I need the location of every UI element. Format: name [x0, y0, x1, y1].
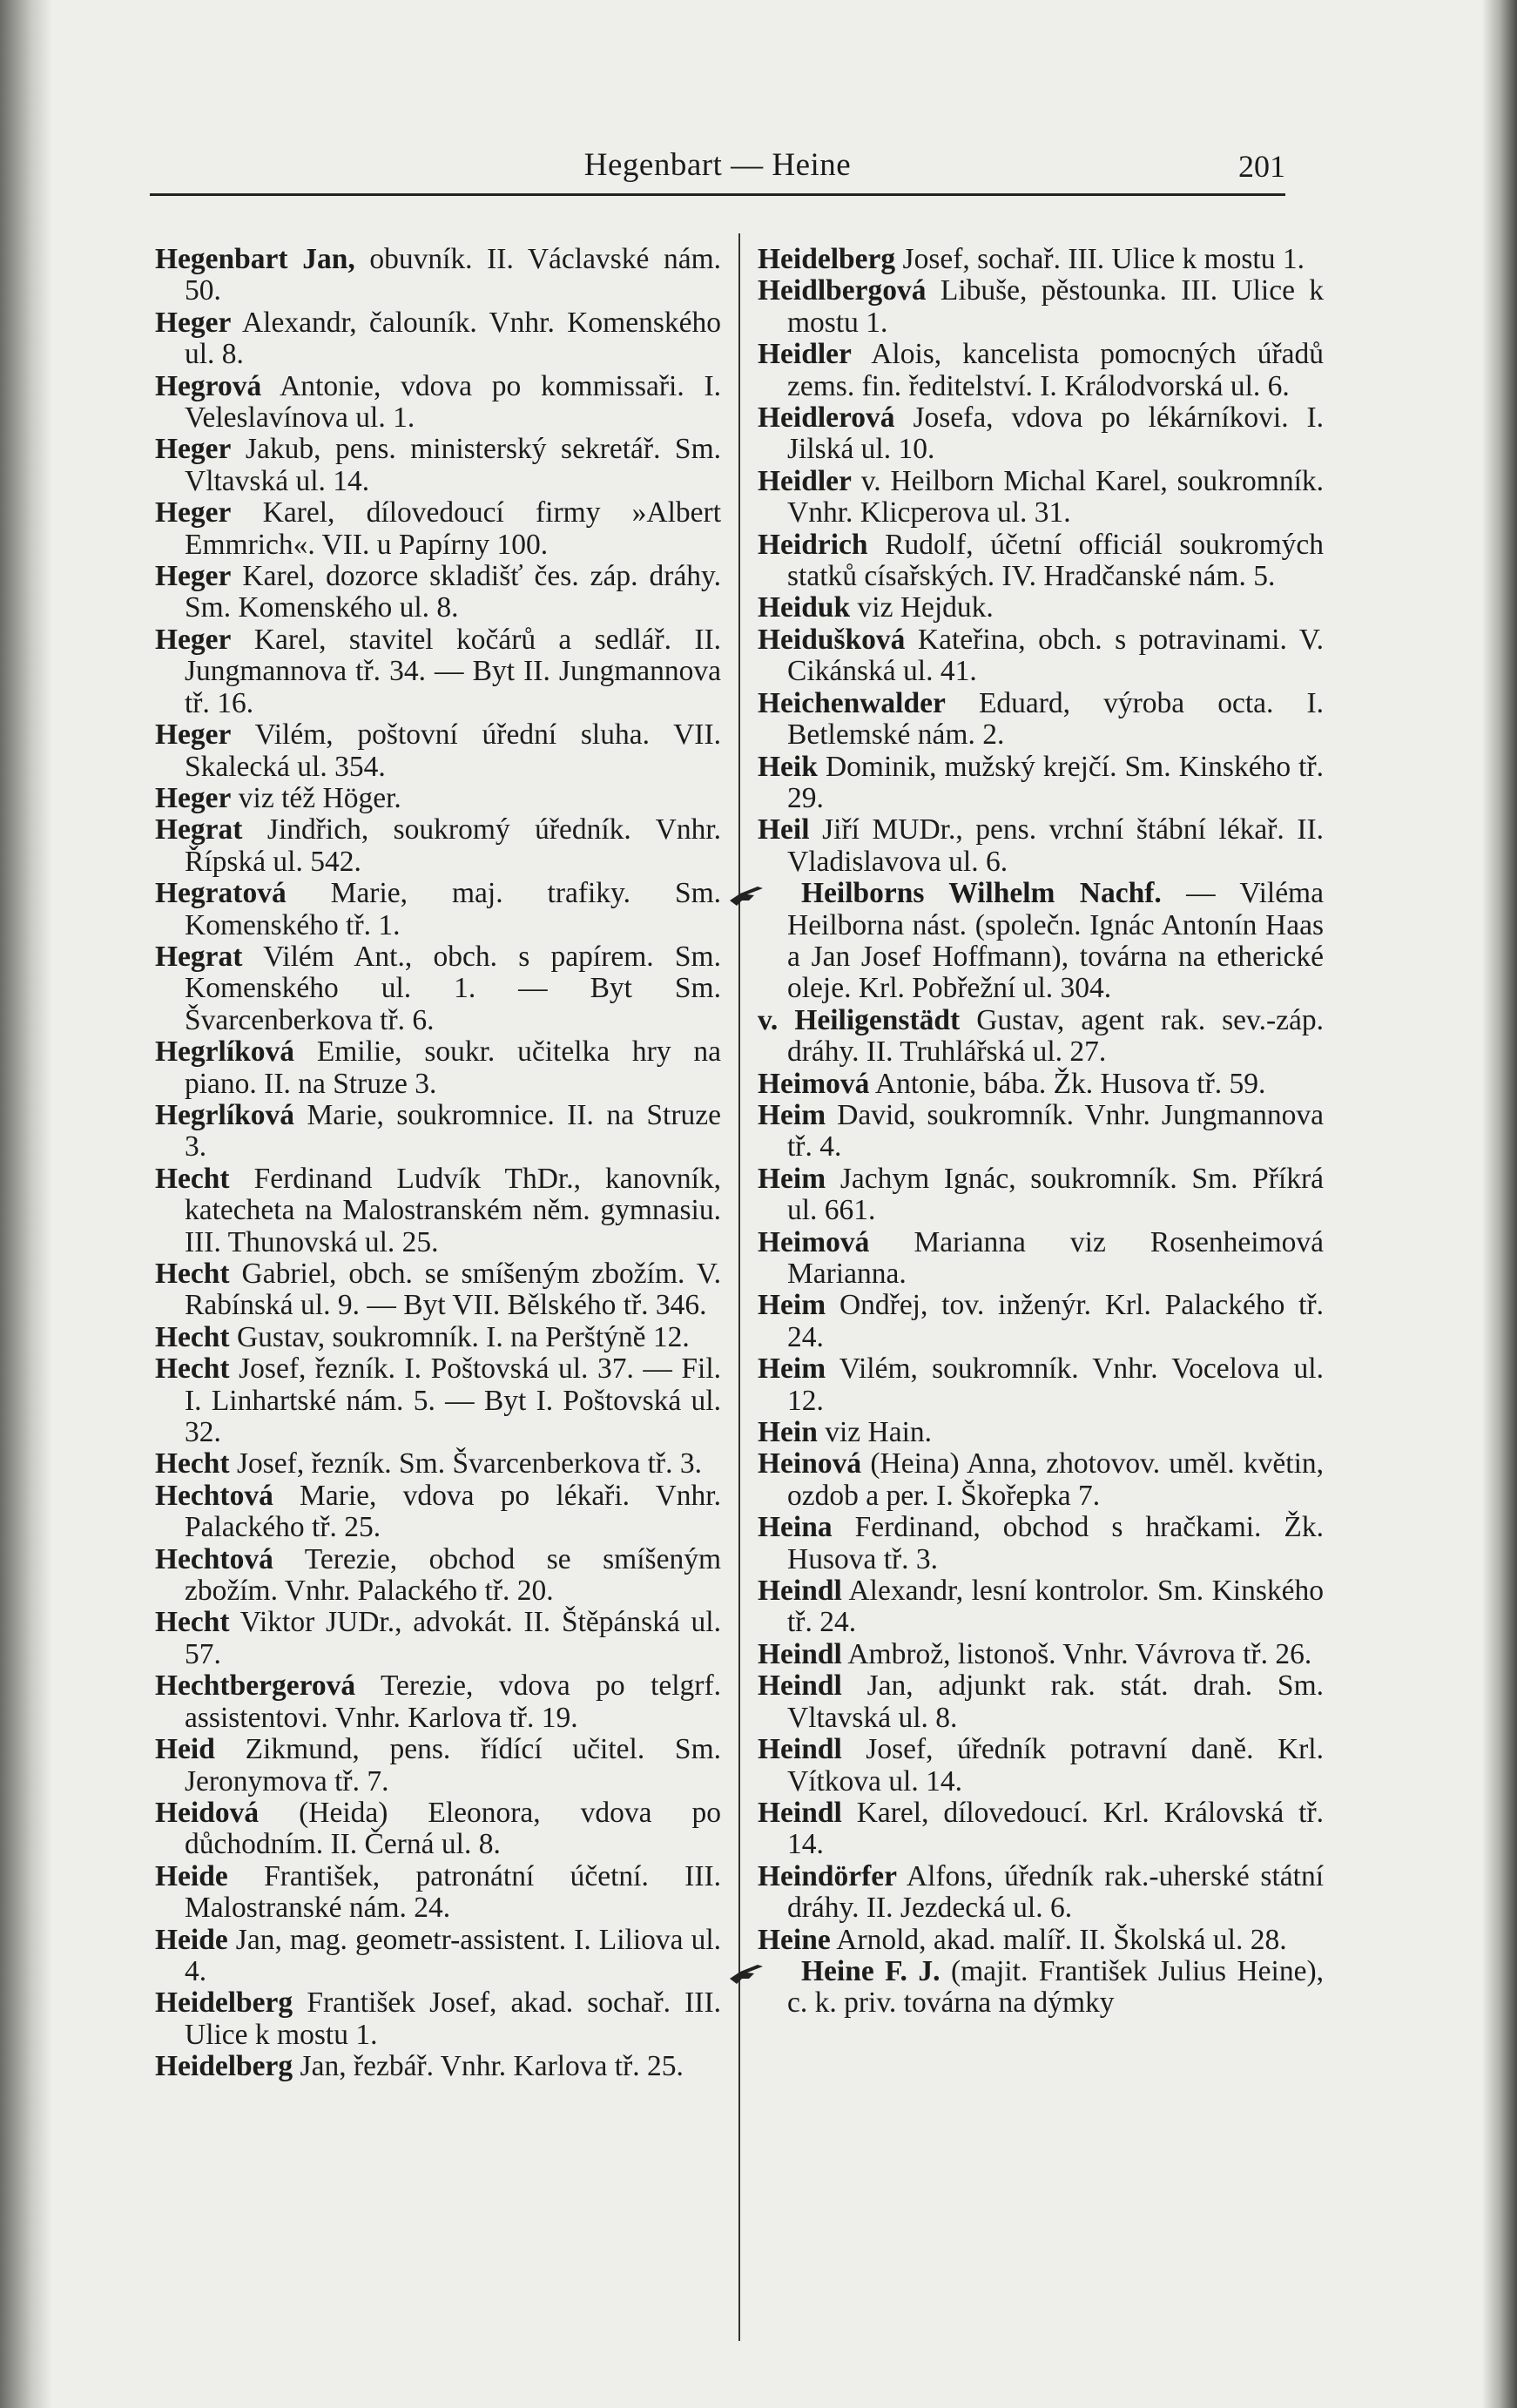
entry-text: Josef, řezník. I. Poštovská ul. 37. — Fil. I. Linhartské nám. 5. — Byt I. Poštovská ul. 32.	[185, 1352, 722, 1449]
directory-entry	[155, 307, 721, 371]
entry-text: Jakub, pens. ministerský sekretář. Sm. Vltavská ul. 14.	[185, 433, 721, 497]
entry-name: Hegrlíková	[155, 1098, 295, 1131]
entry-name: Heidová	[155, 1796, 260, 1829]
directory-entry	[155, 434, 721, 497]
entry-text: Gustav, agent rak. sev.-záp. dráhy. II. Truhlářská ul. 27.	[787, 1003, 1324, 1069]
entry-name: Hegrová	[155, 369, 262, 402]
directory-entry	[758, 1353, 1324, 1417]
entry-name: Hecht	[155, 1258, 230, 1290]
entry-name: Hecht	[155, 1352, 230, 1386]
directory-entry	[758, 592, 1324, 624]
entry-name: Heinová	[758, 1447, 862, 1481]
directory-entry	[758, 624, 1324, 688]
entry-text: obuvník. II. Václavské nám. 50.	[185, 243, 722, 307]
column-divider	[738, 233, 740, 2341]
entry-text: Terezie, vdova po telgrf. assistentovi. Vnhr. Karlova tř. 19.	[185, 1669, 721, 1734]
running-title: Hegenbart — Heine	[583, 147, 852, 183]
entry-name: Heine	[758, 1923, 831, 1956]
entry-name: Hechtová	[155, 1479, 273, 1512]
entry-name: Hegrat	[155, 940, 243, 973]
directory-entry	[758, 688, 1324, 752]
entry-text: Ferdinand, obchod s hračkami. Žk. Husova tř. 3.	[787, 1511, 1324, 1575]
entry-text: Rudolf, účetní officiál soukromých statků císařských. IV. Hradčanské nám. 5.	[787, 528, 1324, 593]
directory-entry	[758, 1925, 1324, 1956]
page-number: 201	[1238, 149, 1285, 184]
entry-text: (Heina) Anna, zhotovov. uměl. květin, ozdob a per. I. Škořepka 7.	[787, 1447, 1325, 1512]
entry-name: Heger	[155, 306, 232, 339]
directory-entry	[758, 529, 1324, 593]
entry-name: Heide	[155, 1923, 228, 1956]
entry-text: Karel, dílovedoucí firmy »Albert Emmrich«. VII. u Papírny 100.	[185, 496, 722, 561]
entry-name: Heid	[155, 1733, 215, 1766]
directory-entry	[155, 561, 721, 624]
entry-name: Heidlerová	[758, 401, 895, 435]
entry-text: Jiří MUDr., pens. vrchní štábní lékař. II. Vladislavova ul. 6.	[787, 813, 1324, 878]
entry-name: Heindl	[758, 1637, 842, 1670]
entry-name: Heindörfer	[758, 1859, 898, 1892]
entry-text: David, soukromník. Vnhr. Jungmannova tř. 4.	[787, 1098, 1325, 1164]
directory-entry	[155, 1734, 721, 1798]
scan-shadow-left	[0, 0, 52, 2408]
directory-entry	[758, 1005, 1324, 1069]
entry-text: Marie, soukromnice. II. na Struze 3.	[185, 1098, 722, 1164]
entry-text: Karel, stavitel kočárů a sedlář. II. Jungmannova tř. 34. — Byt II. Jungmannova tř. 16.	[185, 623, 722, 719]
directory-entry	[758, 1639, 1324, 1670]
directory-entry	[155, 1607, 721, 1670]
entry-name: Hecht	[155, 1162, 230, 1195]
entry-name: Heina	[758, 1511, 833, 1544]
entry-text: Kateřina, obch. s potravinami. V. Cikánská ul. 41.	[787, 623, 1325, 688]
entry-name: Hecht	[155, 1320, 230, 1353]
entry-text: Viktor JUDr., advokát. II. Štěpánská ul. 57.	[185, 1606, 721, 1670]
directory-entry	[758, 402, 1324, 466]
entry-text: Josef, řezník. Sm. Švarcenberkova tř. 3.	[236, 1447, 702, 1481]
entry-text: Alfons, úředník rak.-uherské státní dráhy. II. Jezdecká ul. 6.	[787, 1859, 1324, 1925]
directory-entry	[155, 1036, 721, 1100]
entry-name: Hegrlíková	[155, 1035, 295, 1069]
entry-text: Marie, vdova po lékaři. Vnhr. Palackého tř. 25.	[185, 1479, 721, 1544]
entry-name: Heim	[758, 1098, 826, 1131]
directory-entry	[758, 1448, 1324, 1512]
directory-entry	[758, 1734, 1324, 1798]
entry-text: Josef, úředník potravní daně. Krl. Vítkova ul. 14.	[787, 1733, 1324, 1798]
entry-name: Heide	[155, 1859, 228, 1892]
entry-text: (majit. František Julius Heine), c. k. priv. továrna na dýmky	[787, 1954, 1325, 2020]
entry-text: Ferdinand Ludvík ThDr., kanovník, katecheta na Malostranském něm. gymnasiu. III. Thunovská ul. 25.	[185, 1162, 722, 1258]
entry-name: Heidelberg	[758, 243, 896, 275]
entry-text: Vilém, soukromník. Vnhr. Vocelova ul. 12.	[787, 1352, 1324, 1417]
directory-entry	[758, 814, 1324, 878]
directory-entry	[155, 814, 721, 878]
entry-name: Heimová	[758, 1225, 870, 1258]
directory-entry	[758, 339, 1324, 402]
directory-entry	[758, 878, 1324, 1005]
entry-text: Josef, sochař. III. Ulice k mostu 1.	[902, 243, 1305, 275]
entry-name: Heidlbergová	[758, 274, 927, 307]
entry-text: František, patronátní účetní. III. Malostranské nám. 24.	[185, 1859, 722, 1925]
entry-text: Josefa, vdova po lékárníkovi. I. Jilská ul. 10.	[787, 401, 1325, 466]
right-column	[758, 244, 1324, 2020]
entry-text: Marie, maj. trafiky. Sm. Komenského tř. 1.	[185, 877, 722, 941]
entry-text: Marianna viz Rosenheimová Marianna.	[787, 1225, 1325, 1290]
entry-name: Heger	[155, 623, 232, 656]
directory-entry	[155, 1100, 721, 1164]
directory-entry	[758, 244, 1324, 275]
entry-name: Heik	[758, 750, 818, 783]
entry-name: Hegenbart Jan,	[155, 243, 355, 275]
entry-name: Hechtbergerová	[155, 1669, 356, 1703]
entry-text: v. Heilborn Michal Karel, soukromník. Vnhr. Klicperova ul. 31.	[787, 464, 1325, 529]
entry-name: Heindl	[758, 1733, 842, 1766]
entry-text: Alexandr, čalouník. Vnhr. Komenského ul. 8.	[185, 306, 722, 371]
entry-text: viz Hejduk.	[857, 591, 994, 624]
left-column	[155, 244, 721, 2083]
entry-text: Gustav, soukromník. I. na Perštýně 12.	[236, 1320, 690, 1353]
entry-text: Ondřej, tov. inženýr. Krl. Palackého tř. 24.	[787, 1289, 1325, 1353]
directory-entry	[155, 1925, 721, 1988]
entry-text: Alois, kancelista pomocných úřadů zems. fin. ředitelství. I. Králodvorská ul. 6.	[787, 338, 1324, 402]
entry-name: Hegratová	[155, 877, 287, 910]
directory-entry	[155, 1481, 721, 1544]
directory-entry	[758, 1861, 1324, 1925]
directory-entry	[758, 275, 1324, 339]
directory-entry	[155, 497, 721, 561]
entry-name: Heger	[155, 718, 232, 752]
scan-shadow-right	[1482, 0, 1517, 2408]
pointing-hand-icon	[758, 878, 801, 909]
directory-entry	[155, 1544, 721, 1608]
entry-text: Jan, mag. geometr-assistent. I. Liliova ul. 4.	[185, 1923, 721, 1987]
entry-name: Heidelberg	[155, 1986, 293, 2020]
entry-name: Heger	[155, 433, 232, 466]
directory-entry	[155, 1448, 721, 1480]
entry-name: Hein	[758, 1416, 818, 1449]
entry-name: Heger	[155, 560, 232, 593]
entry-name: Heidler	[758, 338, 852, 371]
header-rule	[150, 193, 1285, 196]
directory-entry	[155, 1861, 721, 1925]
entry-name: Heger	[155, 781, 232, 814]
entry-name: v. Heiligenstädt	[758, 1003, 961, 1036]
entry-text: Ambrož, listonoš. Vnhr. Vávrova tř. 26.	[847, 1637, 1312, 1670]
directory-entry	[758, 1512, 1324, 1575]
entry-name: Heil	[758, 813, 810, 847]
entry-text: Antonie, bába. Žk. Husova tř. 59.	[874, 1067, 1266, 1100]
entry-name: Heindl	[758, 1669, 842, 1703]
directory-entry	[155, 1164, 721, 1258]
entry-name: Hecht	[155, 1447, 230, 1481]
entry-text: viz též Höger.	[238, 781, 401, 814]
entry-name: Heim	[758, 1289, 826, 1322]
entry-text: Zikmund, pens. řídící učitel. Sm. Jeronymova tř. 7.	[185, 1733, 721, 1798]
entry-name: Heidušková	[758, 623, 906, 656]
page-header	[150, 146, 1285, 185]
directory-entry	[758, 1798, 1324, 1861]
entry-text: Gabriel, obch. se smíšeným zbožím. V. Rabínská ul. 9. — Byt VII. Bělského tř. 346.	[185, 1258, 721, 1322]
entry-text: Karel, dílovedoucí. Krl. Královská tř. 14.	[787, 1796, 1325, 1861]
directory-entry	[758, 1417, 1324, 1448]
directory-entry	[155, 1987, 721, 2051]
entry-name: Hechtová	[155, 1542, 273, 1575]
directory-entry	[155, 783, 721, 814]
entry-text: Eduard, výroba octa. I. Betlemské nám. 2.	[787, 686, 1324, 752]
entry-name: Heindl	[758, 1796, 842, 1829]
directory-entry	[758, 1575, 1324, 1639]
entry-name: Heim	[758, 1352, 826, 1386]
directory-entry	[155, 1258, 721, 1322]
directory-entry	[155, 878, 721, 941]
directory-entry	[155, 1670, 721, 1734]
entry-text: Alexandr, lesní kontrolor. Sm. Kinského tř. 24.	[787, 1575, 1324, 1639]
entry-text: viz Hain.	[825, 1416, 933, 1449]
entry-text: — Viléma Heilborna nást. (společn. Ignác Antonín Haas a Jan Josef Hoffmann), továrna na etherické oleje. Krl. Pobřežní ul. 304.	[787, 877, 1324, 1005]
entry-text: Jan, řezbář. Vnhr. Karlova tř. 25.	[300, 2050, 684, 2083]
pointing-hand-icon	[758, 1956, 801, 1987]
directory-entry	[758, 466, 1324, 529]
entry-name: Heidelberg	[155, 2050, 293, 2083]
directory-entry	[758, 1290, 1324, 1353]
directory-entry	[155, 1322, 721, 1353]
directory-entry	[758, 1069, 1324, 1100]
directory-entry	[155, 941, 721, 1036]
directory-entry	[155, 2051, 721, 2082]
directory-entry	[758, 1670, 1324, 1734]
entry-text: Dominik, mužský krejčí. Sm. Kinského tř. 29.	[787, 750, 1324, 814]
entry-name: Hegrat	[155, 813, 243, 847]
entry-text: Terezie, obchod se smíšeným zbožím. Vnhr. Palackého tř. 20.	[185, 1542, 722, 1608]
entry-text: Jachym Ignác, soukromník. Sm. Příkrá ul. 661.	[787, 1162, 1325, 1227]
entry-name: Heidrich	[758, 528, 868, 561]
entry-text: Jan, adjunkt rak. stát. drah. Sm. Vltavská ul. 8.	[787, 1669, 1324, 1734]
directory-entry	[155, 371, 721, 435]
entry-text: Emilie, soukr. učitelka hry na piano. II. na Struze 3.	[185, 1035, 721, 1100]
directory-entry	[155, 244, 721, 307]
directory-entry	[758, 1100, 1324, 1164]
directory-entry	[758, 1956, 1324, 2020]
directory-entry	[758, 752, 1324, 815]
entry-name: Heilborns Wilhelm Nachf.	[801, 877, 1162, 910]
directory-entry	[758, 1227, 1324, 1291]
entry-text: Vilém Ant., obch. s papírem. Sm. Komenského ul. 1. — Byt Sm. Švarcenberkova tř. 6.	[185, 940, 721, 1036]
directory-entry	[155, 1798, 721, 1861]
directory-entry	[155, 719, 721, 783]
entry-name: Heindl	[758, 1575, 842, 1608]
entry-name: Heger	[155, 496, 232, 529]
entry-text: Libuše, pěstounka. III. Ulice k mostu 1.	[787, 274, 1324, 339]
entry-name: Heiduk	[758, 591, 851, 624]
directory-entry	[155, 1353, 721, 1448]
entry-name: Heim	[758, 1162, 826, 1195]
entry-text: Antonie, vdova po kommissaři. I. Veleslavínova ul. 1.	[185, 369, 722, 435]
entry-name: Heine F. J.	[801, 1954, 941, 1987]
entry-text: František Josef, akad. sochař. III. Ulice k mostu 1.	[185, 1986, 721, 2051]
entry-text: Arnold, akad. malíř. II. Školská ul. 28.	[836, 1923, 1287, 1956]
entry-text: Jindřich, soukromý úředník. Vnhr. Řípská ul. 542.	[185, 813, 722, 878]
entry-name: Hecht	[155, 1606, 230, 1639]
entry-text: Vilém, poštovní úřední sluha. VII. Skalecká ul. 354.	[185, 718, 721, 783]
entry-text: (Heida) Eleonora, vdova po důchodním. II. Černá ul. 8.	[185, 1796, 721, 1861]
entry-text: Karel, dozorce skladišť čes. záp. dráhy. Sm. Komenského ul. 8.	[185, 560, 722, 624]
entry-name: Heichenwalder	[758, 686, 946, 719]
entry-name: Heidler	[758, 464, 852, 497]
directory-entry	[155, 624, 721, 719]
entry-name: Heimová	[758, 1067, 870, 1100]
directory-entry	[758, 1164, 1324, 1227]
